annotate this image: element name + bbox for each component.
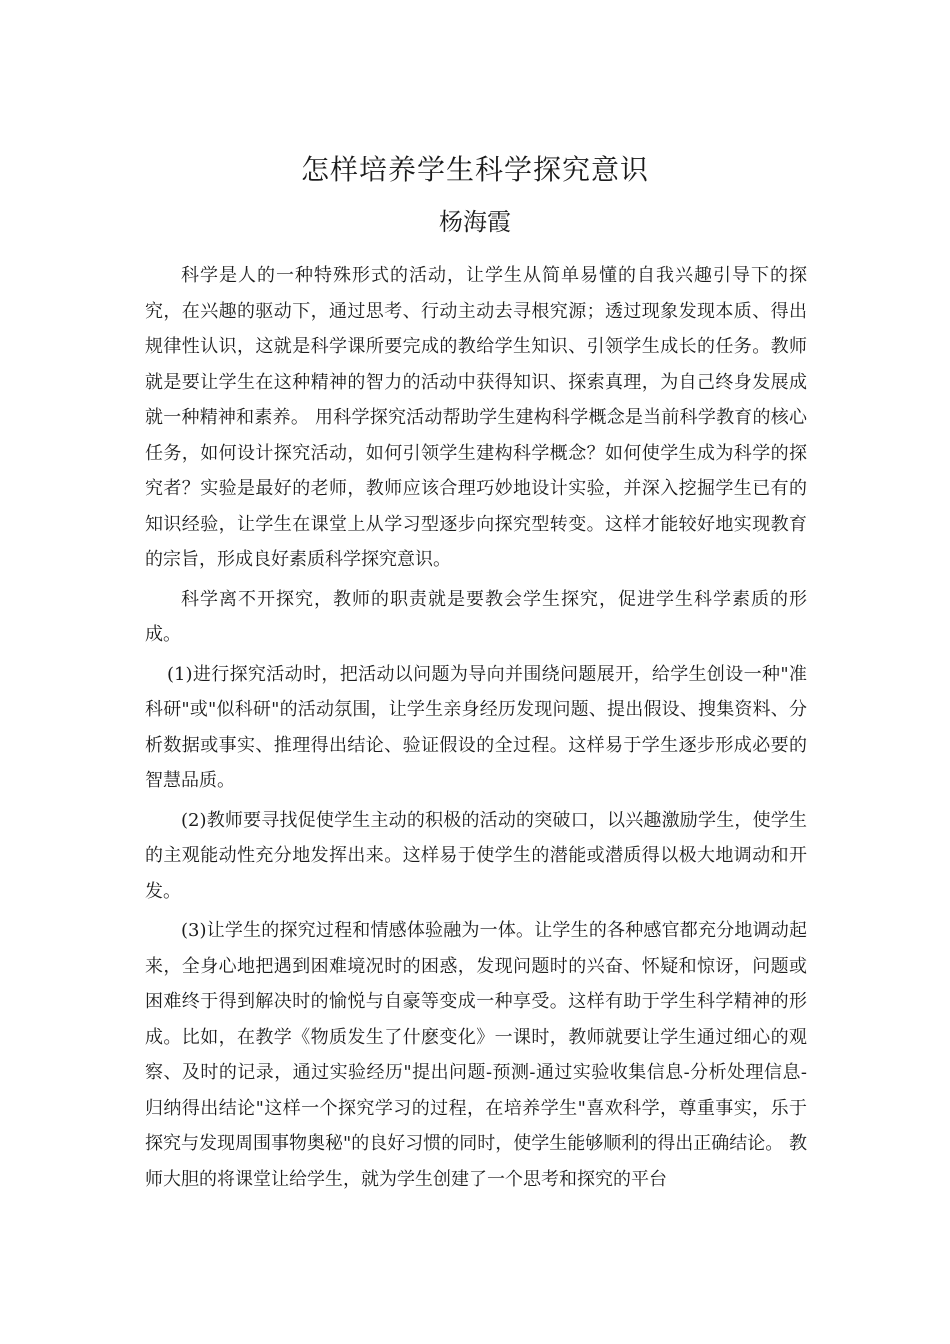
paragraph-point-3: (3)让学生的探究过程和情感体验融为一体。让学生的各种感官都充分地调动起来，全身心地把遇到困难境况时的困惑，发现问题时的兴奋、怀疑和惊讶，问题或困难终于得到解决时的愉悦与自豪等变成一种享受。这样有助于学生科学精神的形成。比如，在教学《物质发生了什麽变化》一课时，教师就要让学生通过细心的观察、及时的记录，通过实验经历"提出问题-预测-通过实验收集信息-分析处理信息-归纳得出结论"这样一个探究学习的过程，在培养学生"喜欢科学，尊重事实，乐于探究与发现周围事物奥秘"的良好习惯的同时，使学生能够顺利的得出正确结论。 教师大胆的将课堂让给学生，就为学生创建了一个思考和探究的平台	[145, 920, 807, 1190]
document-title: 怎样培养学生科学探究意识	[300, 153, 649, 186]
document-author: 杨海霞	[439, 208, 511, 236]
paragraph-point-2: (2)教师要寻找促使学生主动的积极的活动的突破口，以兴趣激励学生，使学生的主观能动性充分地发挥出来。这样易于使学生的潜能或潜质得以极大地调动和开发。	[145, 809, 807, 902]
paragraph-point-1: (1)进行探究活动时，把活动以问题为导向并围绕问题展开，给学生创设一种"准科研"或"似科研"的活动氛围，让学生亲身经历发现问题、提出假设、搜集资料、分析数据或事实、推理得出结论、验证假设的全过程。这样易于学生逐步形成必要的智慧品质。	[145, 663, 807, 791]
paragraph-explore: 科学离不开探究，教师的职责就是要教会学生探究，促进学生科学素质的形成。	[145, 588, 807, 645]
document-body	[145, 258, 807, 1201]
paragraph-intro: 科学是人的一种特殊形式的活动，让学生从简单易懂的自我兴趣引导下的探究，在兴趣的驱动下，通过思考、行动主动去寻根究源；透过现象发现本质、得出规律性认识，这就是科学课所要完成的教给学生知识、引领学生成长的任务。教师就是要让学生在这种精神的智力的活动中获得知识、探索真理，为自己终身发展成就一种精神和素养。 用科学探究活动帮助学生建构科学概念是当前科学教育的核心任务，如何设计探究活动，如何引领学生建构科学概念？如何使学生成为科学的探究者？实验是最好的老师，教师应该合理巧妙地设计实验，并深入挖掘学生已有的知识经验，让学生在课堂上从学习型逐步向探究型转变。这样才能较好地实现教育的宗旨，形成良好素质科学探究意识。	[145, 265, 807, 570]
